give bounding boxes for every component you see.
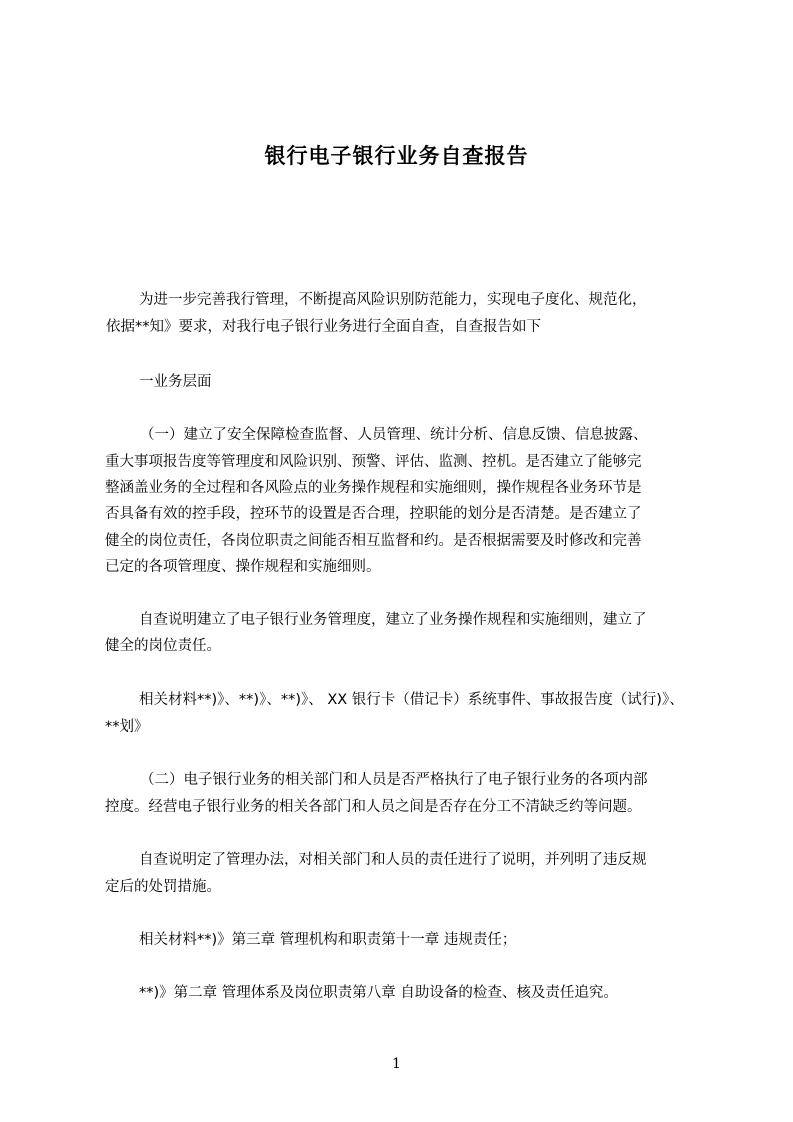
explain1-line-1: 自查说明建立了电子银行业务管理度，建立了业务操作规程和实施细则，建立了 xyxy=(139,612,647,628)
intro-line-2: 依据**知》要求，对我行电子银行业务进行全面自查，自查报告如下 xyxy=(106,319,541,335)
page-number: 1 xyxy=(392,1056,401,1072)
document-title: 银行电子银行业务自查报告 xyxy=(264,144,529,168)
item2-line-2: 控度。经营电子银行业务的相关各部门和人员之间是否存在分工不清缺乏约等问题。 xyxy=(105,799,642,815)
item1-line-2: 重大事项报告度等管理度和风险识别、预警、评估、监测、控机。是否建立了能够完 xyxy=(105,454,642,470)
item2-line-1: （二）电子银行业务的相关部门和人员是否严格执行了电子银行业务的各项内部 xyxy=(140,772,648,788)
item1-line-6: 已定的各项管理度、操作规程和实施细则。 xyxy=(105,559,381,575)
material1-line-1: 相关材料**)》、**)》、**)》、 XX 银行卡（借记卡）系统事件、事故报告度（试行)》、 xyxy=(139,692,684,708)
material3-line: **)》第二章 管理体系及岗位职责第八章 自助设备的检查、核及责任追究。 xyxy=(139,985,618,1001)
explain2-line-1: 自查说明定了管理办法，对相关部门和人员的责任进行了说明，并列明了违反规 xyxy=(139,852,647,868)
explain1-line-2: 健全的岗位责任。 xyxy=(105,638,221,654)
item1-line-3: 整涵盖业务的全过程和各风险点的业务操作规程和实施细则，操作规程各业务环节是 xyxy=(105,480,642,496)
section-heading: 一业务层面 xyxy=(139,374,212,390)
item1-line-1: （一）建立了安全保障检查监督、人员管理、统计分析、信息反馈、信息披露、 xyxy=(140,427,648,443)
explain2-line-2: 定后的处罚措施。 xyxy=(105,879,221,895)
item1-line-4: 否具备有效的控手段，控环节的设置是否合理，控职能的划分是否清楚。是否建立了 xyxy=(105,506,642,522)
intro-line-1: 为进一步完善我行管理，不断提高风险识别防范能力，实现电子度化、规范化， xyxy=(139,292,647,308)
item1-line-5: 健全的岗位责任，各岗位职责之间能否相互监督和约。是否根据需要及时修改和完善 xyxy=(105,533,642,549)
material1-line-2: **划》 xyxy=(105,719,149,735)
material2-line: 相关材料**)》第三章 管理机构和职责第十一章 违规责任； xyxy=(139,932,517,948)
